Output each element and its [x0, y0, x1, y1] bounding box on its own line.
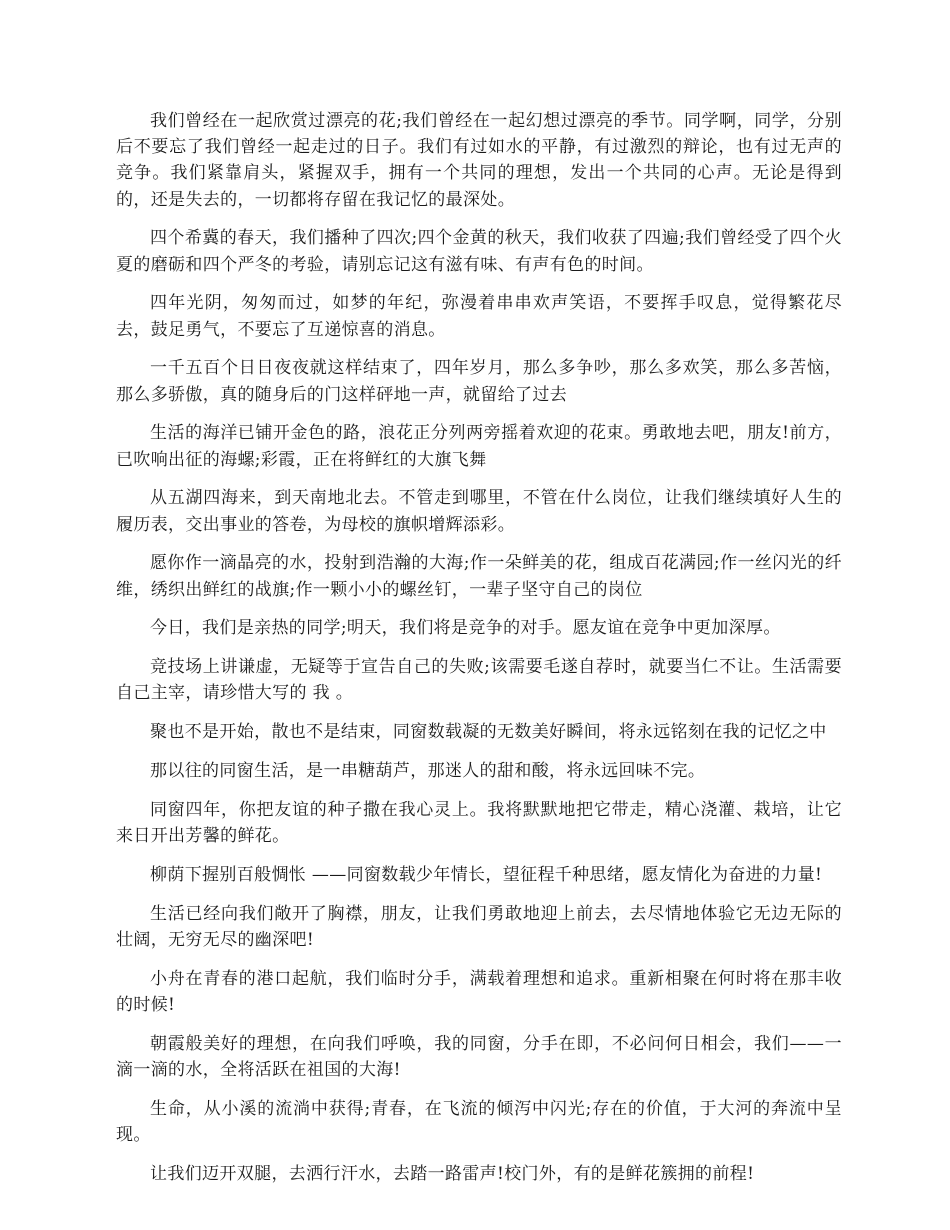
paragraph: 愿你作一滴晶亮的水，投射到浩瀚的大海;作一朵鲜美的花，组成百花满园;作一丝闪光的纤维，绣织出鲜红的战旗;作一颗小小的螺丝钉，一辈子坚守自己的岗位	[116, 553, 842, 600]
document-body	[116, 108, 842, 1199]
paragraph: 生活的海洋已铺开金色的路，浪花正分列两旁摇着欢迎的花束。勇敢地去吧，朋友!前方，已吹响出征的海螺;彩霞，正在将鲜红的大旗飞舞	[116, 423, 842, 470]
paragraph: 四年光阴，匆匆而过，如梦的年纪，弥漫着串串欢声笑语，不要挥手叹息，觉得繁花尽去，鼓足勇气，不要忘了互递惊喜的消息。	[116, 293, 842, 340]
paragraph: 今日，我们是亲热的同学;明天，我们将是竞争的对手。愿友谊在竞争中更加深厚。	[150, 618, 781, 639]
paragraph: 让我们迈开双腿，去洒行汗水，去踏一路雷声!校门外，有的是鲜花簇拥的前程!	[150, 1163, 755, 1184]
paragraph: 聚也不是开始，散也不是结束，同窗数载凝的无数美好瞬间，将永远铭刻在我的记忆之中	[150, 722, 827, 743]
paragraph: 竞技场上讲谦虚，无疑等于宣告自己的失败;该需要毛遂自荐时，就要当仁不让。生活需要自己主宰，请珍惜大写的 我 。	[116, 657, 842, 704]
paragraph: 朝霞般美好的理想，在向我们呼唤，我的同窗，分手在即，不必问何日相会，我们——一滴一滴的水，全将活跃在祖国的大海!	[116, 1033, 842, 1080]
paragraph: 小舟在青春的港口起航，我们临时分手，满载着理想和追求。重新相聚在何时将在那丰收的时候!	[116, 968, 842, 1015]
paragraph: 同窗四年，你把友谊的种子撒在我心灵上。我将默默地把它带走，精心浇灌、栽培，让它来日开出芳馨的鲜花。	[116, 799, 842, 846]
paragraph: 生活已经向我们敞开了胸襟，朋友，让我们勇敢地迎上前去，去尽情地体验它无边无际的壮阔，无穷无尽的幽深吧!	[116, 903, 842, 950]
paragraph: 柳荫下握别百般惆怅 ——同窗数载少年情长，望征程千种思绪，愿友情化为奋进的力量!	[150, 864, 823, 885]
paragraph: 生命，从小溪的流淌中获得;青春，在飞流的倾泻中闪光;存在的价值，于大河的奔流中呈现。	[116, 1098, 842, 1145]
paragraph: 一千五百个日日夜夜就这样结束了，四年岁月，那么多争吵，那么多欢笑，那么多苦恼，那么多骄傲，真的随身后的门这样砰地一声，就留给了过去	[116, 358, 842, 405]
paragraph: 那以往的同窗生活，是一串糖葫芦，那迷人的甜和酸，将永远回味不完。	[150, 761, 706, 781]
paragraph: 我们曾经在一起欣赏过漂亮的花;我们曾经在一起幻想过漂亮的季节。同学啊，同学，分别后不要忘了我们曾经一起走过的日子。我们有过如水的平静，有过激烈的辩论，也有过无声的竞争。我们紧靠肩头，紧握双手，拥有一个共同的理想，发出一个共同的心声。无论是得到的，还是失去的，一切都将存留在我记忆的最深处。	[116, 111, 842, 210]
paragraph: 四个希冀的春天，我们播种了四次;四个金黄的秋天，我们收获了四遍;我们曾经受了四个火夏的磨砺和四个严冬的考验，请别忘记这有滋有味、有声有色的时间。	[116, 228, 842, 275]
paragraph: 从五湖四海来，到天南地北去。不管走到哪里，不管在什么岗位，让我们继续填好人生的履历表，交出事业的答卷，为母校的旗帜增辉添彩。	[116, 488, 842, 535]
